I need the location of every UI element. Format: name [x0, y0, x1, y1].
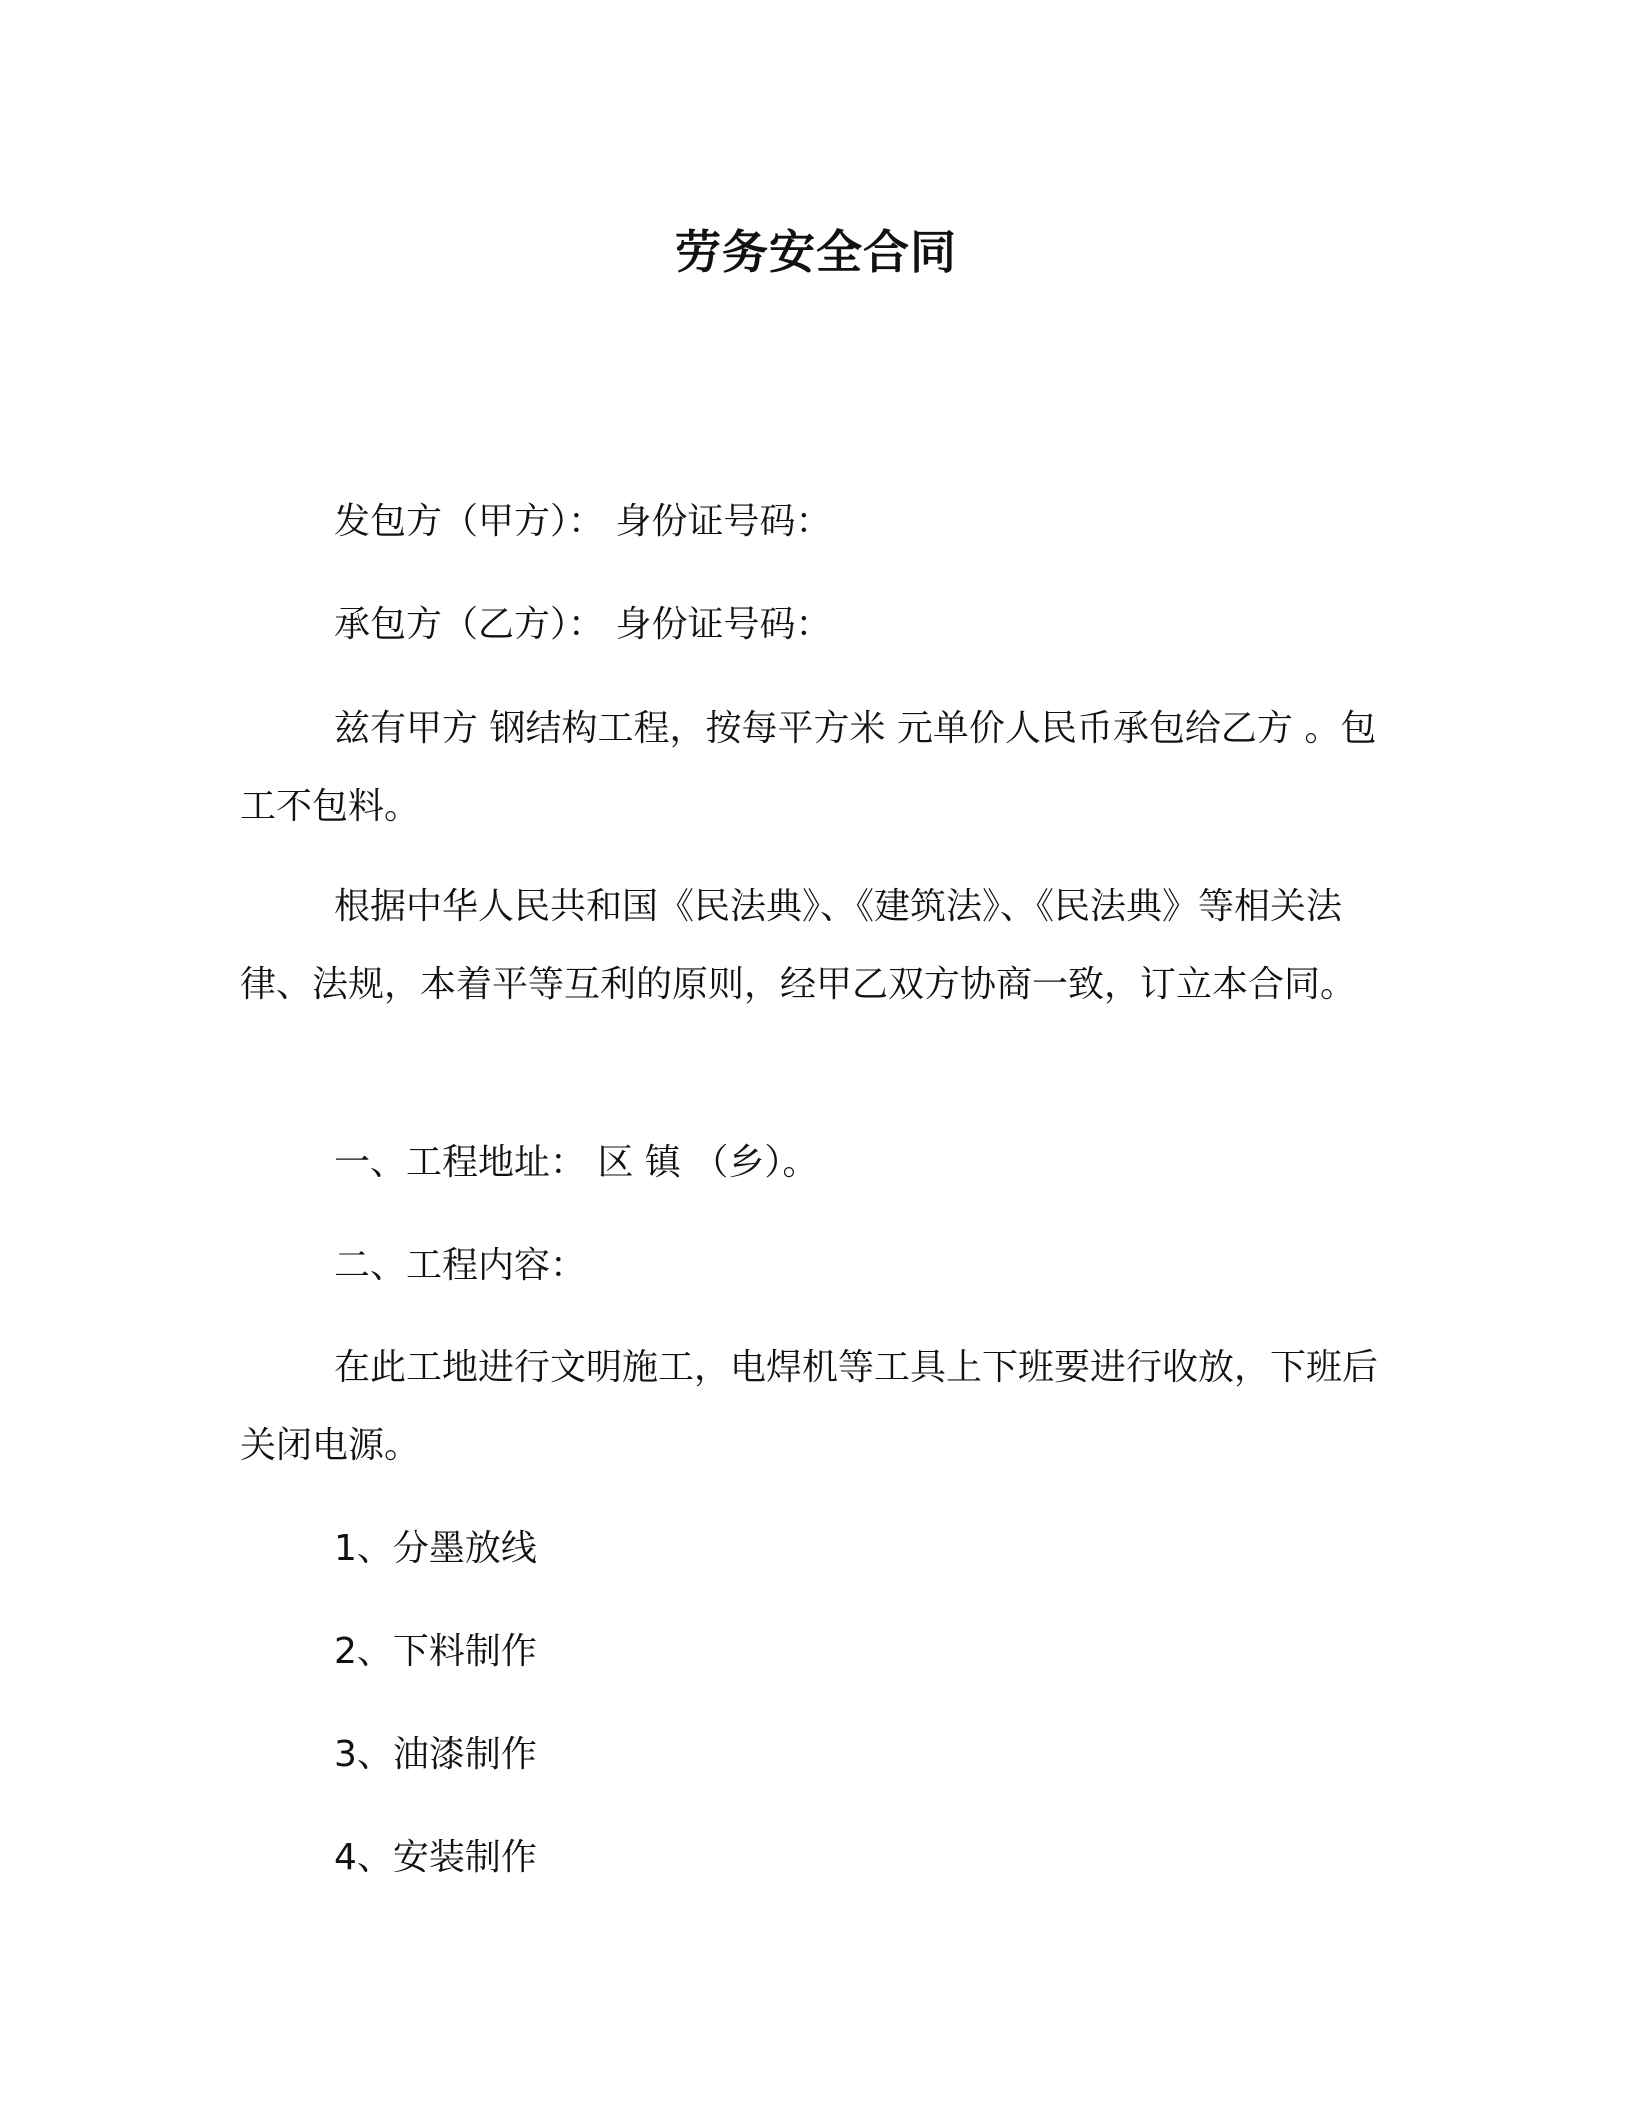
site-rules-paragraph: 在此工地进行文明施工，电焊机等工具上下班要进行收放，下班后关闭电源。 [240, 1347, 1379, 1466]
party-b-line: 承包方（乙方）： 身份证号码： [334, 604, 832, 645]
list-item: 3、油漆制作 [334, 1734, 537, 1775]
document-title: 劳务安全合同 [675, 225, 957, 279]
legal-basis-paragraph: 根据中华人民共和国《民法典》、《建筑法》、《民法典》等相关法律、法规，本着平等互利的原则，经甲乙双方协商一致，订立本合同。 [240, 886, 1357, 1005]
contract-scope-paragraph: 兹有甲方 钢结构工程，按每平方米 元单价人民币承包给乙方 。包工不包料。 [240, 708, 1377, 827]
section-2-content-heading: 二、工程内容： [334, 1245, 587, 1286]
list-item: 4、安装制作 [334, 1837, 537, 1878]
party-a-line: 发包方（甲方）： 身份证号码： [334, 501, 832, 542]
list-item: 1、分墨放线 [334, 1528, 537, 1569]
section-1-address: 一、工程地址： 区 镇 （乡）。 [334, 1142, 819, 1183]
list-item: 2、下料制作 [334, 1631, 537, 1672]
